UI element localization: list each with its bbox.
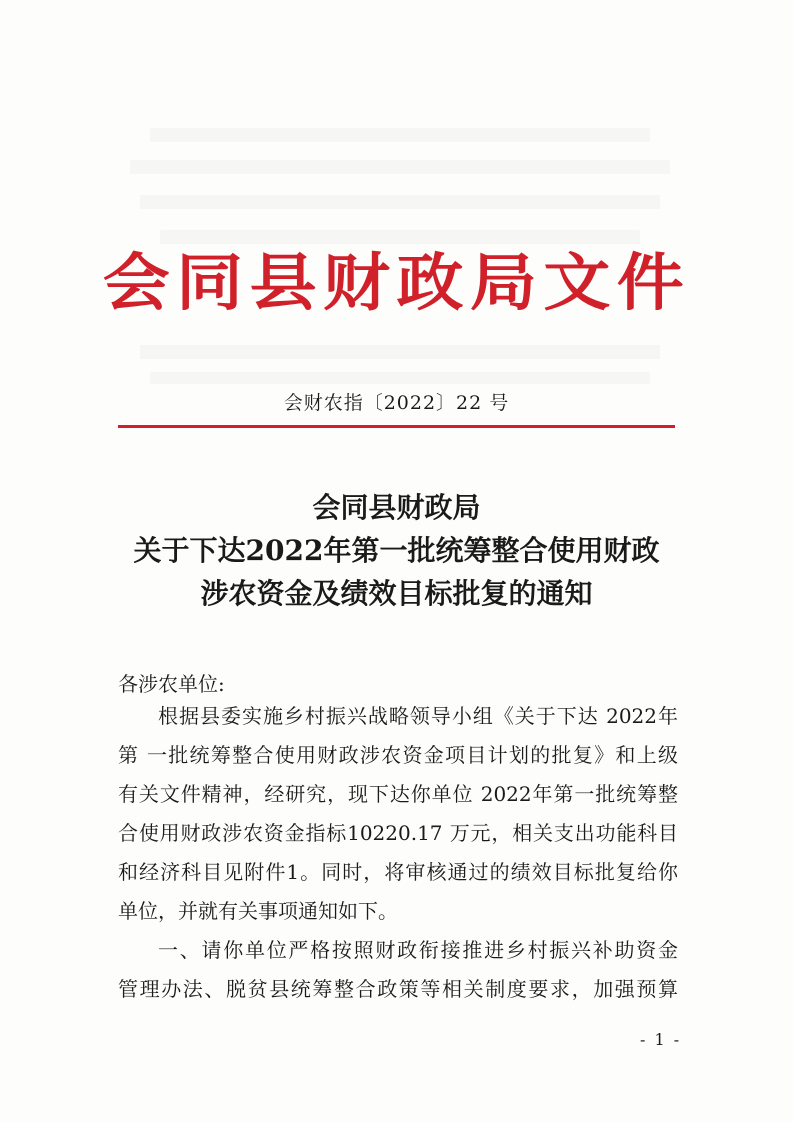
document-number: 会财农指〔2022〕22 号 [283, 392, 510, 414]
body-text [118, 697, 678, 1009]
red-divider-line [118, 425, 675, 428]
bleed-through-mark [150, 128, 650, 142]
bleed-through-mark [130, 160, 670, 174]
notice-title [0, 486, 793, 615]
body-line: 有关文件精神，经研究，现下达你单位 2022年第一批统筹整 [118, 782, 678, 806]
body-line: 根据县委实施乡村振兴战略领导小组《关于下达 2022年 [158, 704, 678, 728]
body-line: 合使用财政涉农资金指标10220.17 万元，相关支出功能科目 [118, 821, 678, 845]
body-line: 单位，并就有关事项通知如下。 [118, 899, 398, 923]
body-line: 管理办法、脱贫县统筹整合政策等相关制度要求，加强预算 [118, 977, 678, 1001]
bleed-through-mark [140, 345, 660, 359]
notice-title-line: 关于下达2022年第一批统筹整合使用财政 [133, 534, 660, 567]
bleed-through-mark [140, 195, 660, 209]
body-line: 第 一批统筹整合使用财政涉农资金项目计划的批复》和上级 [118, 743, 678, 767]
bleed-through-mark [160, 230, 640, 244]
body-line: 一、请你单位严格按照财政衔接推进乡村振兴补助资金 [158, 938, 678, 962]
salutation: 各涉农单位: [118, 672, 225, 696]
body-line: 和经济科目见附件1。同时，将审核通过的绩效目标批复给你 [118, 860, 678, 884]
page-number: - 1 - [640, 1030, 682, 1049]
issuer-header-title: 会同县财政局文件 [102, 246, 691, 319]
notice-title-line: 涉农资金及绩效目标批复的通知 [200, 577, 593, 610]
notice-title-line: 会同县财政局 [312, 491, 481, 524]
bleed-through-mark [150, 372, 650, 384]
